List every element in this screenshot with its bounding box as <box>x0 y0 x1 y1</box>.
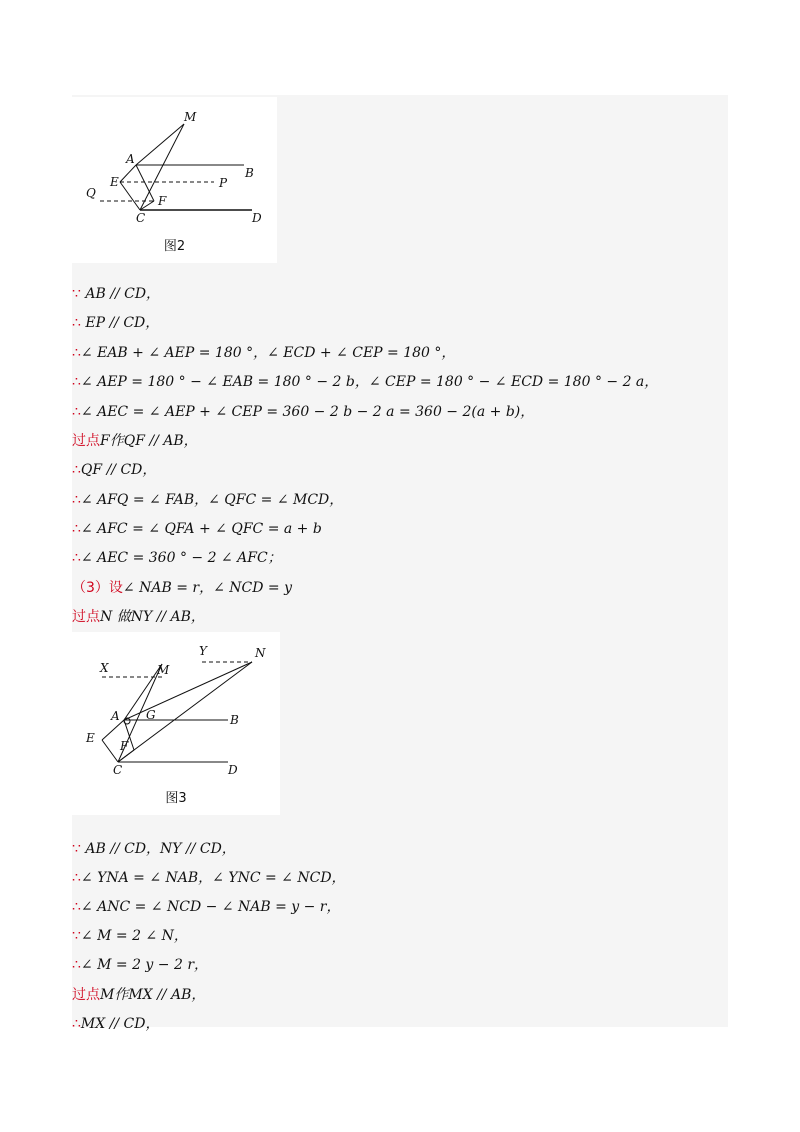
solution-line-prefix: ∴ <box>72 462 81 478</box>
solution-line-text: QF // CD， <box>80 462 157 478</box>
solution-line-text: ∠ AEP = 180 ° − ∠ EAB = 180 ° − 2 b，∠ CEP = 180 ° − ∠ ECD = 180 ° − 2 a， <box>80 374 659 390</box>
solution-line-prefix: （3）设 <box>72 580 123 596</box>
solution-line <box>72 956 208 974</box>
label-F: F <box>120 739 129 753</box>
solution-line <box>72 549 282 567</box>
solution-line-prefix: ∴ <box>72 521 81 537</box>
figure-2-caption: 图2 <box>163 239 186 254</box>
figure-3-diagram <box>72 632 280 792</box>
label-P: P <box>219 176 228 190</box>
solution-line-text: ∠ AFC = ∠ QFA + ∠ QFC = a + b <box>80 521 322 537</box>
solution-line <box>72 898 341 916</box>
solution-line <box>72 579 292 597</box>
label-Q: Q <box>86 186 96 200</box>
label-E: E <box>86 731 95 745</box>
solution-line-prefix: ∴ <box>72 345 81 361</box>
figure-3 <box>72 632 280 815</box>
solution-line-prefix: ∴ <box>72 1016 81 1032</box>
solution-line <box>72 927 188 945</box>
label-E: E <box>110 175 119 189</box>
solution-line <box>72 314 159 332</box>
solution-line <box>72 869 346 887</box>
solution-line-text: ∠ ANC = ∠ NCD − ∠ NAB = y − r， <box>80 899 341 915</box>
solution-line <box>72 1015 160 1033</box>
solution-line-prefix: 过点 <box>72 609 100 625</box>
solution-line-text: N 做NY // AB， <box>100 609 205 625</box>
solution-line <box>72 403 534 421</box>
solution-line-prefix: ∴ <box>72 899 81 915</box>
label-B: B <box>230 713 239 727</box>
solution-line-prefix: ∴ <box>72 870 81 886</box>
document-content <box>72 95 728 1032</box>
label-F: F <box>158 194 167 208</box>
solution-line <box>72 461 156 479</box>
label-X: X <box>100 661 109 675</box>
label-A: A <box>111 709 120 723</box>
label-G: G <box>146 708 156 722</box>
solution-line-text: ∠ YNA = ∠ NAB，∠ YNC = ∠ NCD， <box>80 870 346 886</box>
label-D: D <box>252 211 262 225</box>
solution-line <box>72 986 205 1004</box>
solution-line-text: ∠ M = 2 ∠ N， <box>80 928 188 944</box>
solution-line <box>72 344 455 362</box>
solution-line-text: EP // CD， <box>80 315 160 331</box>
label-B: B <box>245 166 254 180</box>
solution-line-prefix: ∵ <box>72 841 81 857</box>
figure-2 <box>72 97 277 263</box>
label-Y: Y <box>199 644 207 658</box>
solution-line <box>72 432 198 450</box>
solution-line-prefix: ∴ <box>72 404 81 420</box>
solution-line <box>72 373 658 391</box>
figure-3-caption: 图3 <box>165 791 187 806</box>
solution-line-prefix: ∴ <box>72 550 81 566</box>
solution-line-text: ∠ M = 2 y − 2 r， <box>80 957 209 973</box>
solution-line-text: AB // CD， <box>80 286 161 302</box>
solution-line-text: MX // CD， <box>80 1016 160 1032</box>
solution-line <box>72 491 343 509</box>
solution-line-text: ∠ AEC = ∠ AEP + ∠ CEP = 360 − 2 b − 2 a = 360 − 2(a + b)， <box>80 404 535 420</box>
label-D: D <box>228 763 238 777</box>
label-C: C <box>136 211 146 225</box>
solution-line-text: ∠ EAB + ∠ AEP = 180 °，∠ ECD + ∠ CEP = 180 °， <box>80 345 456 361</box>
solution-line-prefix: ∵ <box>72 928 81 944</box>
label-C: C <box>113 763 123 777</box>
solution-line-text: M作MX // AB， <box>100 987 206 1003</box>
label-N: N <box>255 646 266 660</box>
solution-line-text: ∠ AFQ = ∠ FAB，∠ QFC = ∠ MCD， <box>80 492 344 508</box>
solution-line-text: AB // CD，NY // CD， <box>80 841 236 857</box>
figure-2-diagram <box>72 97 277 242</box>
solution-line <box>72 285 160 303</box>
solution-line <box>72 520 322 538</box>
label-M: M <box>184 110 197 124</box>
solution-line-prefix: ∴ <box>72 957 81 973</box>
solution-line-text: ∠ AEC = 360 ° − 2 ∠ AFC； <box>80 550 282 566</box>
solution-line-text: F作QF // AB， <box>100 433 198 449</box>
label-M: M <box>157 663 170 677</box>
label-A: A <box>126 152 135 166</box>
solution-line <box>72 608 205 626</box>
solution-line-prefix: ∴ <box>72 315 81 331</box>
solution-line-prefix: ∴ <box>72 492 81 508</box>
solution-line-prefix: ∴ <box>72 374 81 390</box>
solution-line <box>72 840 236 858</box>
solution-line-prefix: 过点 <box>72 433 100 449</box>
solution-line-prefix: ∵ <box>72 286 81 302</box>
solution-line-text: ∠ NAB = r，∠ NCD = y <box>122 580 292 596</box>
solution-line-prefix: 过点 <box>72 987 100 1003</box>
